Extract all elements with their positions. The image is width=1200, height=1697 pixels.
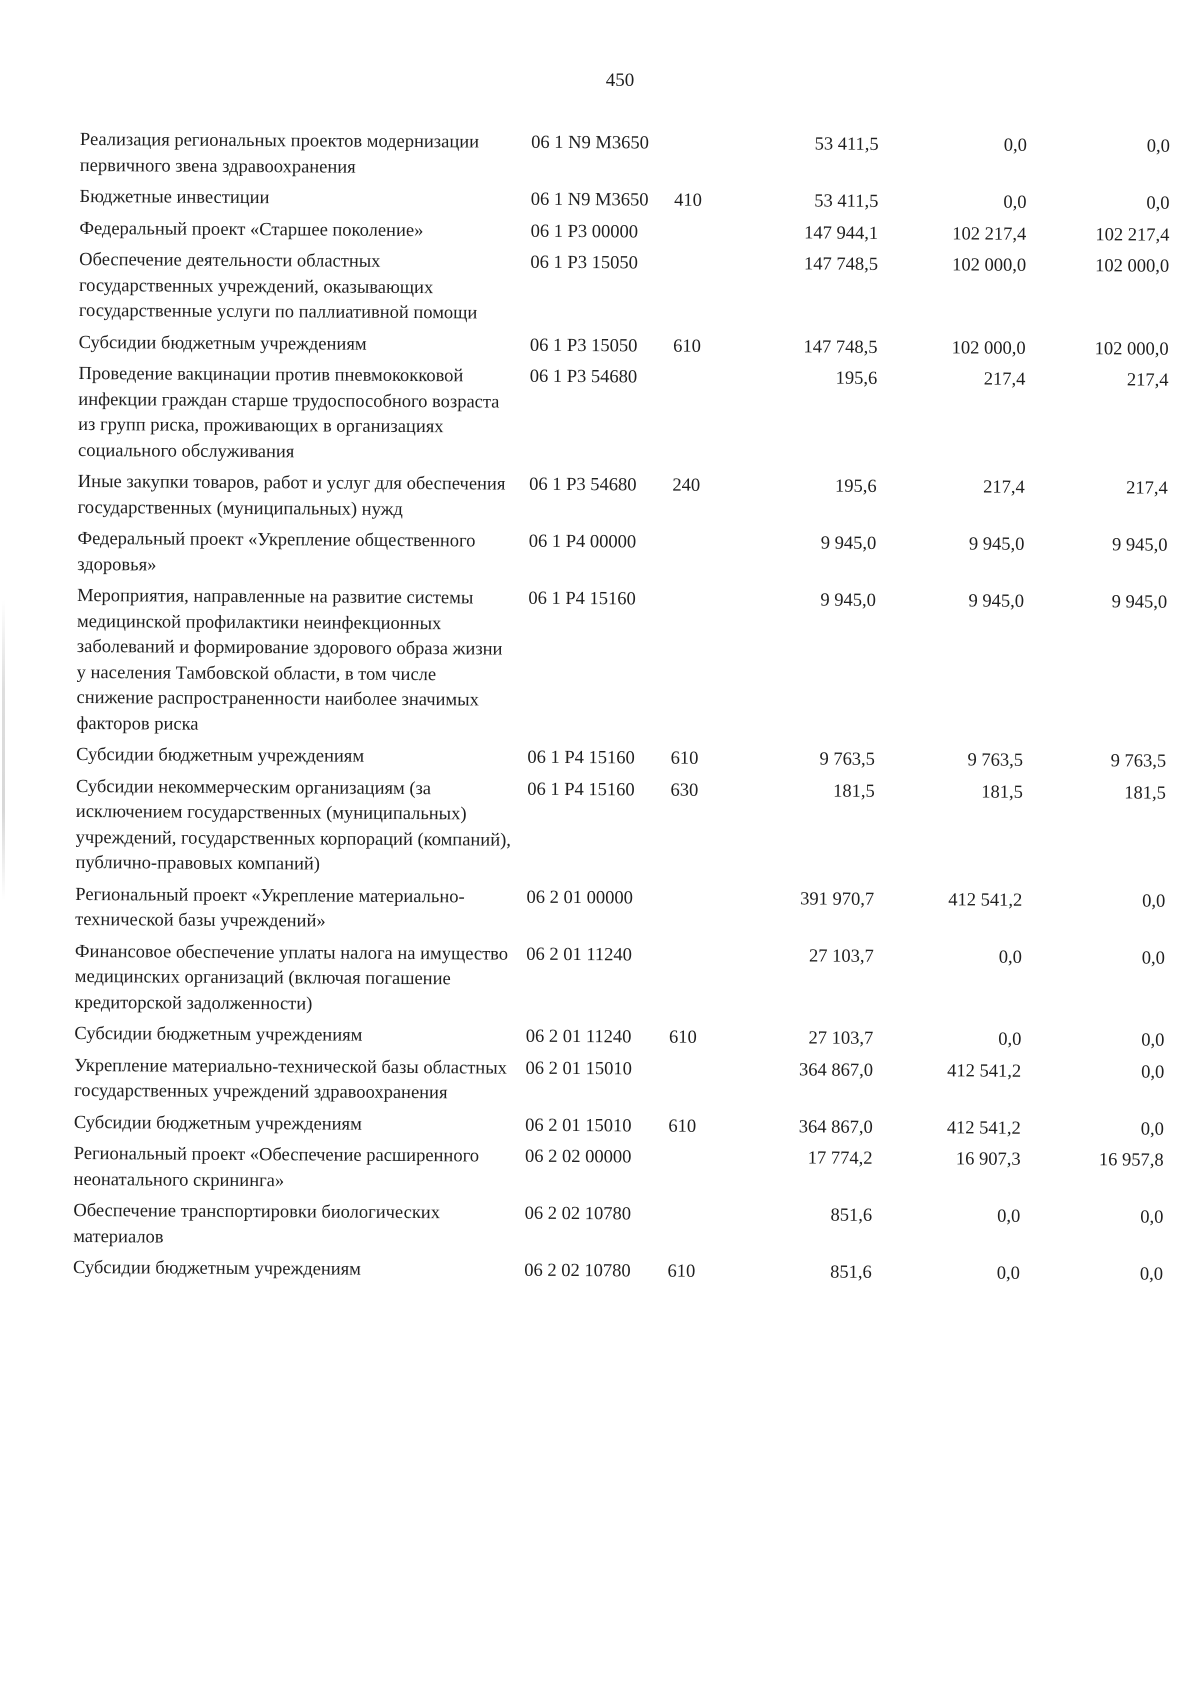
row-amount-year-2: 217,4 [983,369,1026,390]
row-amount-year-1: 851,6 [830,1262,872,1283]
row-code: 06 2 01 15010 [525,1115,632,1136]
row-amount-year-2: 0,0 [1003,135,1027,156]
table-row [74,1053,1164,1117]
row-amount-year-2: 0,0 [997,1206,1021,1227]
row-name: Субсидии бюджетным учреждениям [78,332,367,355]
row-amount-year-3: 0,0 [1140,1118,1164,1140]
table-row [80,128,1170,192]
row-expense-type: 610 [668,1027,697,1048]
row-amount-year-3: 0,0 [1140,1207,1164,1228]
row-amount-year-3: 0,0 [1146,136,1170,157]
row-amount-year-1: 147 944,1 [804,222,879,244]
row-amount-year-3: 9 945,0 [1111,592,1168,613]
row-amount-year-1: 147 748,5 [803,254,879,275]
row-code: 06 1 P3 54680 [529,474,637,496]
table-row [73,1256,1163,1294]
row-amount-year-3: 0,0 [1141,948,1166,969]
row-expense-type [674,220,725,252]
row-amount-year-2: 0,0 [996,1263,1021,1284]
row-amount-year-3: 0,0 [1139,1264,1164,1285]
row-name: Укрепление материально-технической базы областных государственных учреждений здравоохранения [74,1055,507,1104]
row-amount-year-3: 16 957,8 [1098,1150,1164,1171]
row-name: Субсидии бюджетным учреждениям [73,1112,362,1135]
row-code: 06 2 01 11240 [525,1026,632,1048]
row-name: Реализация региональных проектов модернизации первичного звена здравоохранения [79,129,480,178]
row-code: 06 1 P4 15160 [527,747,635,769]
row-amount-year-1: 9 945,0 [820,533,877,554]
row-expense-type [669,943,721,1026]
row-expense-type [671,588,723,747]
row-expense-type [672,531,723,588]
row-amount-year-2: 0,0 [998,947,1022,968]
row-name: Иные закупки товаров, работ и услуг для обеспечения государственных (муниципальных) нужд [77,471,506,520]
row-expense-type [672,366,724,474]
table-row [76,584,1167,750]
table-row [77,527,1167,591]
table-row [73,1199,1163,1263]
row-code: 06 1 P4 15160 [528,588,636,610]
row-name: Финансовое обеспечение уплаты налога на имущество медицинских организаций (включая погашение кредиторской задолженности) [74,941,509,1014]
row-amount-year-3: 0,0 [1142,891,1166,912]
row-amount-year-2: 181,5 [981,782,1023,803]
row-expense-type: 610 [668,1116,697,1137]
row-name: Региональный проект «Обеспечение расширенного неонатального скрининга» [73,1143,480,1191]
row-amount-year-2: 9 945,0 [968,534,1025,555]
table-row [73,1142,1163,1206]
row-amount-year-1: 147 748,5 [803,336,878,358]
table-row [75,939,1165,1028]
scan-edge-artifact [2,600,5,900]
row-name: Мероприятия, направленные на развитие системы медицинской профилактики неинфекционных заболеваний и формирование здорового образа жизни у населения Тамбовской области, в том числе снижение распространенности наиболее значимых факторов риска [76,585,503,735]
table-row [78,362,1169,477]
row-amount-year-3: 0,0 [1146,193,1170,214]
row-code: 06 1 P4 00000 [528,531,637,553]
row-amount-year-1: 27 103,7 [808,945,874,967]
row-amount-year-1: 195,6 [834,476,877,497]
row-amount-year-2: 102 000,0 [952,255,1027,276]
row-amount-year-1: 53 411,5 [814,134,879,155]
row-name: Обеспечение транспортировки биологических материалов [73,1200,441,1248]
row-name: Региональный проект «Укрепление материально-технической базы учреждений» [75,884,465,932]
row-expense-type [668,1146,719,1203]
table-row [79,248,1169,337]
row-name: Субсидии бюджетным учреждениям [72,1257,361,1280]
row-name: Субсидии бюджетным учреждениям [76,744,365,767]
row-amount-year-3: 9 945,0 [1111,535,1168,556]
row-amount-year-2: 0,0 [998,1029,1022,1050]
row-expense-type: 610 [673,336,702,357]
row-code: 06 1 P3 00000 [530,221,639,242]
row-amount-year-1: 364 867,0 [799,1059,874,1081]
row-code: 06 1 P3 15050 [529,335,638,356]
row-amount-year-2: 412 541,2 [947,1060,1022,1082]
row-expense-type [670,886,721,943]
row-amount-year-1: 27 103,7 [808,1028,874,1049]
row-amount-year-2: 217,4 [983,477,1025,498]
row-amount-year-1: 851,6 [830,1205,873,1226]
row-name: Проведение вакцинации против пневмококковой инфекции граждан старше трудоспособного возраста из групп риска, проживающих в организациях социального обслуживания [77,363,500,462]
row-expense-type [668,1203,719,1260]
row-amount-year-1: 195,6 [835,368,878,389]
row-expense-type [673,252,725,335]
row-amount-year-2: 0,0 [1003,192,1027,213]
row-expense-type: 240 [672,475,701,496]
row-code: 06 1 P3 54680 [529,366,638,388]
row-amount-year-1: 53 411,5 [814,191,879,212]
budget-table [73,128,1170,1294]
row-amount-year-3: 102 000,0 [1094,338,1169,360]
row-name: Федеральный проект «Укрепление общественного здоровья» [77,528,476,575]
row-name: Субсидии бюджетным учреждениям [74,1023,363,1046]
row-amount-year-3: 9 763,5 [1110,751,1167,772]
row-amount-year-1: 17 774,2 [807,1148,873,1169]
table-row [78,470,1168,534]
row-amount-year-3: 102 000,0 [1095,256,1170,277]
row-amount-year-3: 181,5 [1124,782,1167,804]
row-amount-year-1: 9 945,0 [820,590,876,611]
row-amount-year-3: 0,0 [1141,1030,1165,1051]
row-amount-year-2: 9 763,5 [967,750,1024,771]
row-amount-year-3: 217,4 [1126,478,1168,499]
row-code: 06 2 02 10780 [524,1203,632,1225]
row-expense-type: 610 [670,748,699,769]
row-code: 06 2 01 11240 [526,944,632,965]
row-amount-year-2: 412 541,2 [948,889,1023,911]
row-code: 06 2 01 00000 [526,887,634,908]
row-amount-year-2: 9 945,0 [968,591,1025,612]
row-code: 06 2 01 15010 [525,1058,632,1079]
row-name: Субсидии некоммерческим организациям (за исключением государственных (муниципальных) учреждений, государственных корпораций (компаний), публично-правовых компаний) [75,776,512,875]
row-amount-year-3: 217,4 [1126,370,1169,391]
row-amount-year-3: 102 217,4 [1095,224,1170,246]
row-expense-type: 410 [674,190,702,211]
row-amount-year-1: 391 970,7 [800,888,875,910]
row-code: 06 2 02 10780 [524,1260,631,1282]
row-name: Федеральный проект «Старшее поколение» [79,218,424,241]
table-row [75,882,1165,946]
row-amount-year-2: 102 217,4 [952,223,1027,245]
row-name: Обеспечение деятельности областных государственных учреждений, оказывающих государственные услуги по паллиативной помощи [78,249,478,324]
row-amount-year-1: 364 867,0 [798,1116,873,1138]
row-code: 06 2 02 00000 [524,1146,632,1168]
row-amount-year-1: 181,5 [833,781,875,802]
row-expense-type: 630 [670,780,699,801]
row-amount-year-1: 9 763,5 [819,749,876,770]
page-number: 450 [605,70,635,91]
row-code: 06 1 P4 15160 [527,779,635,800]
table-row [75,774,1166,889]
row-code: 06 1 N9 M3650 [530,189,649,211]
row-amount-year-2: 412 541,2 [946,1117,1021,1139]
row-expense-type [669,1057,720,1114]
row-amount-year-2: 16 907,3 [955,1149,1021,1170]
row-expense-type: 610 [667,1261,696,1282]
row-code: 06 1 N9 M3650 [531,132,649,154]
row-name: Бюджетные инвестиции [79,186,270,209]
row-expense-type [674,132,725,189]
row-code: 06 1 P3 15050 [530,252,638,274]
row-amount-year-2: 102 000,0 [951,337,1026,359]
table-body [73,128,1170,1294]
row-amount-year-3: 0,0 [1141,1061,1165,1083]
